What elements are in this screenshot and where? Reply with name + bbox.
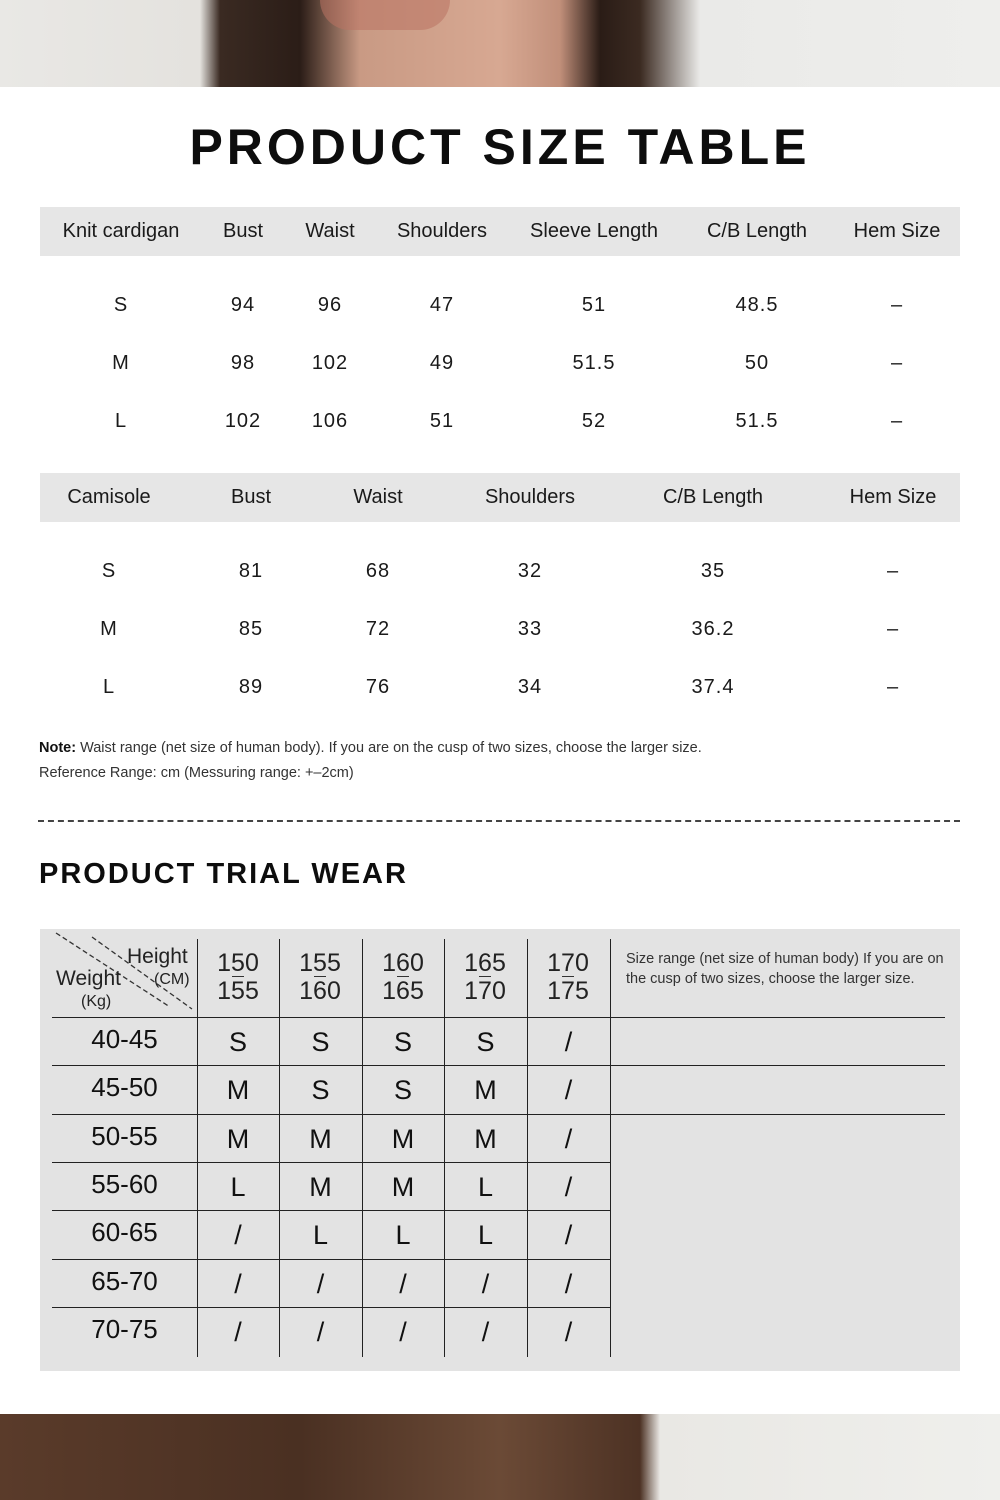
cardigan-cell: 52 xyxy=(581,410,607,432)
note-label: Note: xyxy=(39,740,77,756)
weight-range-cell: 70-75 xyxy=(91,1313,158,1344)
cardigan-cell: 48.5 xyxy=(735,294,779,316)
recommended-size-cell: / xyxy=(234,1220,242,1251)
camisole-row xyxy=(40,600,960,658)
cardigan-cell: 106 xyxy=(311,410,349,432)
cardigan-cell: 96 xyxy=(317,294,343,316)
cardigan-cell: 49 xyxy=(429,352,455,374)
camisole-cell: 33 xyxy=(517,618,543,640)
weight-range-cell: 40-45 xyxy=(91,1024,158,1054)
cardigan-row xyxy=(40,276,960,334)
camisole-cell: 34 xyxy=(517,676,543,698)
weight-range-cell: 50-55 xyxy=(91,1120,158,1151)
cardigan-header-3: Shoulders xyxy=(396,220,488,242)
height-range-high: 165 xyxy=(382,977,424,1005)
recommended-size-cell: L xyxy=(477,1220,494,1251)
corner-header-cell xyxy=(52,929,197,1017)
cardigan-header-2: Waist xyxy=(305,220,355,242)
cardigan-cell: M xyxy=(112,352,130,374)
camisole-cell: 35 xyxy=(700,560,726,582)
trial-wear-grid xyxy=(40,929,960,1371)
weight-range-cell: 60-65 xyxy=(91,1217,158,1248)
height-range-low: 150 xyxy=(217,949,259,977)
bottom-photo-banner xyxy=(0,1414,1000,1500)
recommended-size-cell: / xyxy=(564,1268,573,1299)
cardigan-cell: – xyxy=(890,294,904,316)
recommended-size-cell: / xyxy=(564,1316,573,1347)
height-range-high: 155 xyxy=(217,977,259,1005)
camisole-cell: M xyxy=(100,618,118,640)
height-range-header xyxy=(362,945,444,1010)
cardigan-cell: 51 xyxy=(429,410,455,432)
recommended-size-cell: S xyxy=(476,1027,495,1057)
size-notes xyxy=(39,736,702,786)
camisole-cell: – xyxy=(886,618,900,640)
camisole-row xyxy=(40,658,960,716)
height-axis-label: Height xyxy=(127,945,188,968)
cardigan-header-4: Sleeve Length xyxy=(530,220,658,242)
cardigan-cell: 98 xyxy=(230,352,256,374)
recommended-size-cell: / xyxy=(234,1316,242,1347)
camisole-cell: 81 xyxy=(238,560,264,582)
note-text: Waist range (net size of human body). If you are on the cusp of two sizes, choose the larger size. xyxy=(76,740,702,756)
recommended-size-cell: S xyxy=(393,1027,412,1057)
cardigan-cell: S xyxy=(113,294,129,316)
recommended-size-cell: M xyxy=(309,1171,332,1202)
cardigan-cell: 47 xyxy=(429,294,455,316)
recommended-size-cell: M xyxy=(226,1075,250,1106)
camisole-cell: – xyxy=(886,560,900,582)
camisole-cell: 32 xyxy=(517,560,543,582)
cardigan-header-6: Hem Size xyxy=(853,220,941,242)
cardigan-header-5: C/B Length xyxy=(706,220,808,242)
camisole-cell: 85 xyxy=(238,618,264,640)
recommended-size-cell: / xyxy=(564,1027,573,1057)
cardigan-header-0: Knit cardigan xyxy=(62,220,180,242)
cardigan-row xyxy=(40,334,960,392)
recommended-size-cell: L xyxy=(395,1220,411,1251)
camisole-cell: S xyxy=(101,560,117,582)
camisole-cell: 36.2 xyxy=(691,618,735,640)
recommended-size-cell: / xyxy=(564,1220,573,1251)
recommended-size-cell: M xyxy=(474,1075,497,1106)
recommended-size-cell: / xyxy=(399,1316,407,1347)
cardigan-cell: – xyxy=(890,352,904,374)
top-photo-banner xyxy=(0,0,1000,87)
height-range-header xyxy=(197,945,279,1010)
cardigan-cell: L xyxy=(114,410,128,432)
recommended-size-cell: / xyxy=(316,1316,325,1347)
height-range-header xyxy=(279,945,361,1010)
camisole-row xyxy=(40,542,960,600)
height-range-high: 175 xyxy=(547,977,589,1005)
camisole-header-5: Hem Size xyxy=(849,486,937,508)
height-range-high: 170 xyxy=(464,977,506,1005)
recommended-size-cell: / xyxy=(316,1268,325,1299)
camisole-header-3: Shoulders xyxy=(484,486,576,508)
weight-range-cell: 45-50 xyxy=(91,1072,158,1103)
recommended-size-cell: M xyxy=(226,1123,250,1154)
recommended-size-cell: S xyxy=(393,1075,412,1106)
recommended-size-cell: / xyxy=(399,1268,407,1299)
recommended-size-cell: M xyxy=(474,1123,497,1154)
camisole-header-1: Bust xyxy=(230,486,272,508)
cardigan-row xyxy=(40,392,960,450)
camisole-cell: 72 xyxy=(365,618,391,640)
height-range-high: 160 xyxy=(299,977,341,1005)
page-title: PRODUCT SIZE TABLE xyxy=(189,119,811,175)
height-range-low: 155 xyxy=(299,949,341,977)
camisole-cell: 68 xyxy=(365,560,391,582)
weight-range-cell: 55-60 xyxy=(91,1168,158,1199)
recommended-size-cell: L xyxy=(230,1171,246,1202)
height-range-low: 170 xyxy=(547,949,589,977)
recommended-size-cell: / xyxy=(564,1123,573,1154)
trial-wear-title: PRODUCT TRIAL WEAR xyxy=(39,858,408,890)
recommended-size-cell: M xyxy=(391,1171,415,1202)
model-lip-detail xyxy=(320,0,450,30)
camisole-header-0: Camisole xyxy=(67,486,151,508)
camisole-cell: 37.4 xyxy=(691,676,735,698)
height-range-header xyxy=(527,945,609,1010)
camisole-cell: L xyxy=(102,676,116,698)
cardigan-cell: 50 xyxy=(744,352,770,374)
height-range-low: 160 xyxy=(382,949,424,977)
note-line-1 xyxy=(39,736,702,761)
cardigan-cell: – xyxy=(890,410,904,432)
camisole-header-4: C/B Length xyxy=(662,486,764,508)
height-unit-label: (CM) xyxy=(154,971,190,988)
weight-axis-label: Weight xyxy=(56,967,121,990)
height-range-low: 165 xyxy=(464,949,506,977)
camisole-size-table xyxy=(40,473,960,716)
cardigan-cell: 102 xyxy=(224,410,262,432)
cardigan-cell: 51 xyxy=(581,294,607,316)
note-line-2: Reference Range: cm (Messuring range: +–2cm) xyxy=(39,765,354,781)
cardigan-header-1: Bust xyxy=(222,220,264,242)
trial-size-note: Size range (net size of human body) If you are on the cusp of two sizes, choose the larger size. xyxy=(626,951,944,987)
camisole-header-2: Waist xyxy=(353,486,403,508)
recommended-size-cell: S xyxy=(228,1027,247,1057)
recommended-size-cell: / xyxy=(481,1268,490,1299)
cardigan-cell: 102 xyxy=(311,352,349,374)
camisole-header-row xyxy=(40,473,960,522)
recommended-size-cell: L xyxy=(312,1220,329,1251)
recommended-size-cell: / xyxy=(564,1171,573,1202)
cardigan-size-table xyxy=(40,207,960,450)
cardigan-cell: 94 xyxy=(230,294,256,316)
weight-range-cell: 65-70 xyxy=(91,1265,158,1296)
recommended-size-cell: M xyxy=(309,1123,332,1154)
recommended-size-cell: / xyxy=(481,1316,490,1347)
grid-vertical-line xyxy=(610,939,611,1357)
height-range-header xyxy=(444,945,526,1010)
dashed-divider xyxy=(38,820,960,822)
recommended-size-cell: M xyxy=(391,1123,415,1154)
camisole-cell: 76 xyxy=(365,676,391,698)
recommended-size-cell: S xyxy=(311,1027,330,1057)
recommended-size-cell: / xyxy=(564,1075,573,1106)
recommended-size-cell: / xyxy=(234,1268,242,1299)
camisole-cell: – xyxy=(886,676,900,698)
camisole-cell: 89 xyxy=(238,676,264,698)
cardigan-cell: 51.5 xyxy=(572,352,616,374)
cardigan-header-row xyxy=(40,207,960,256)
weight-unit-label: (Kg) xyxy=(81,993,112,1010)
recommended-size-cell: S xyxy=(311,1075,330,1106)
cardigan-cell: 51.5 xyxy=(735,410,779,432)
recommended-size-cell: L xyxy=(477,1171,494,1202)
